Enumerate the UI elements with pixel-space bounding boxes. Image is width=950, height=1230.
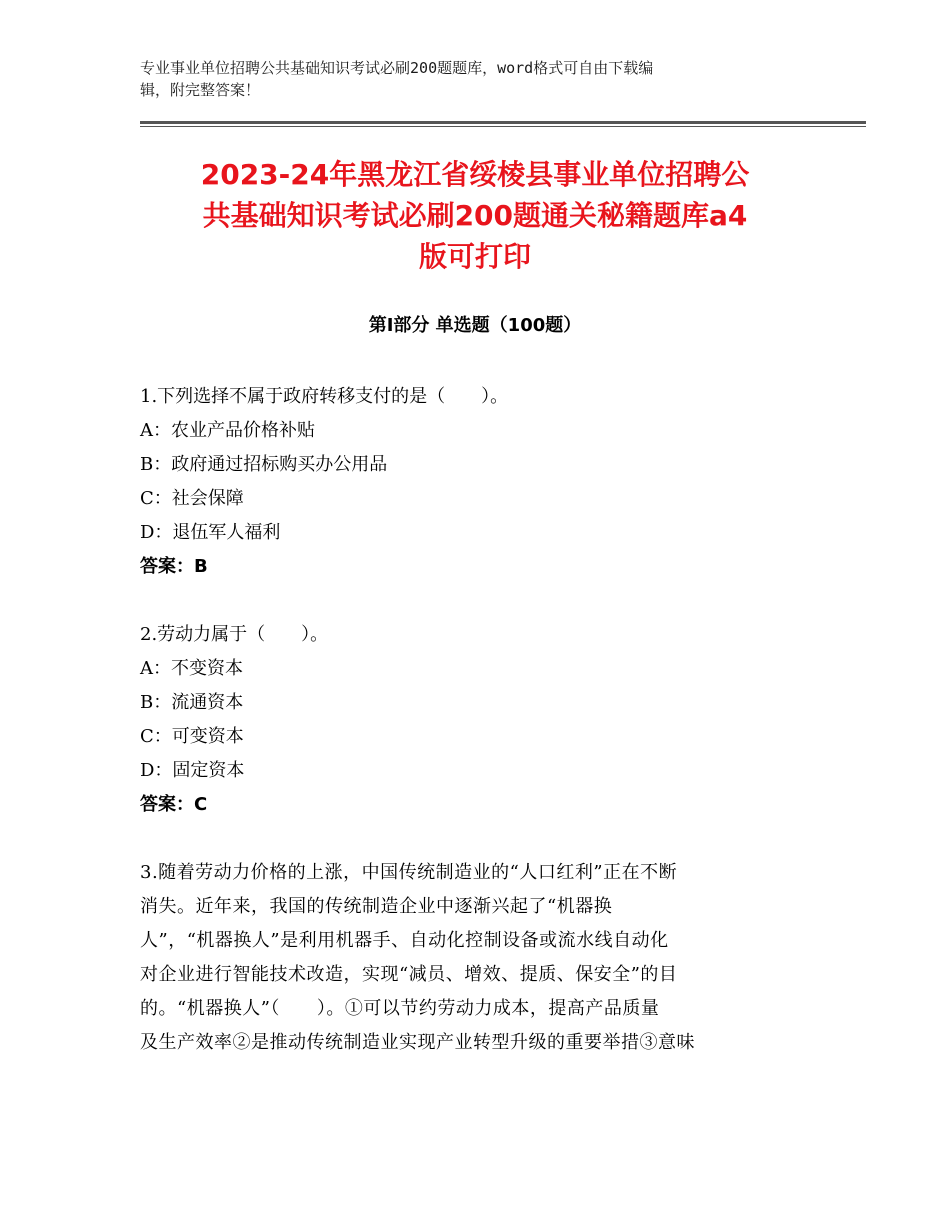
question-stem-line: 3.随着劳动力价格的上涨，中国传统制造业的“人口红利”正在不断 [140,862,678,883]
answer: 答案：C [140,794,208,815]
question-3 [140,856,810,1060]
section-heading: 第Ⅰ部分 单选题（100题） [368,315,582,336]
title-line1: 2023-24年黑龙江省绥棱县事业单位招聘公 [200,158,750,191]
question-stem: 1.下列选择不属于政府转移支付的是（ ）。 [140,386,509,407]
title-line2: 共基础知识考试必刷200题通关秘籍题库a4 [202,199,748,232]
option-b: B：政府通过招标购买办公用品 [140,454,388,475]
option-d: D：固定资本 [140,760,245,781]
header-note-line2: 辑，附完整答案！ [140,81,261,99]
question-stem-line: 及生产效率②是推动传统制造业实现产业转型升级的重要举措③意味 [140,1032,695,1053]
question-stem-line: 消失。近年来，我国的传统制造企业中逐渐兴起了“机器换 [140,896,613,917]
title-line3: 版可打印 [418,240,531,273]
answer: 答案：B [140,556,208,577]
option-d: D：退伍军人福利 [140,522,281,543]
question-stem-line: 的。“机器换人”（ ）。①可以节约劳动力成本，提高产品质量 [140,998,660,1019]
option-b: B：流通资本 [140,692,244,713]
header-note-line1: 专业事业单位招聘公共基础知识考试必刷200题题库，word格式可自由下载编 [140,59,654,77]
question-stem-line: 对企业进行智能技术改造，实现“减员、增效、提质、保安全”的目 [140,964,678,985]
question-stem: 2.劳动力属于（ ）。 [140,624,329,645]
question-stem-line: 人”，“机器换人”是利用机器手、自动化控制设备或流水线自动化 [140,930,669,951]
option-c: C：社会保障 [140,488,244,509]
header-divider-thin [140,126,866,127]
option-a: A：农业产品价格补贴 [140,420,315,441]
option-c: C：可变资本 [140,726,244,747]
question-2 [140,618,810,822]
option-a: A：不变资本 [140,658,243,679]
header-note [140,57,780,101]
document-title [120,154,830,277]
header-divider-thick [140,121,866,124]
question-1 [140,380,810,584]
